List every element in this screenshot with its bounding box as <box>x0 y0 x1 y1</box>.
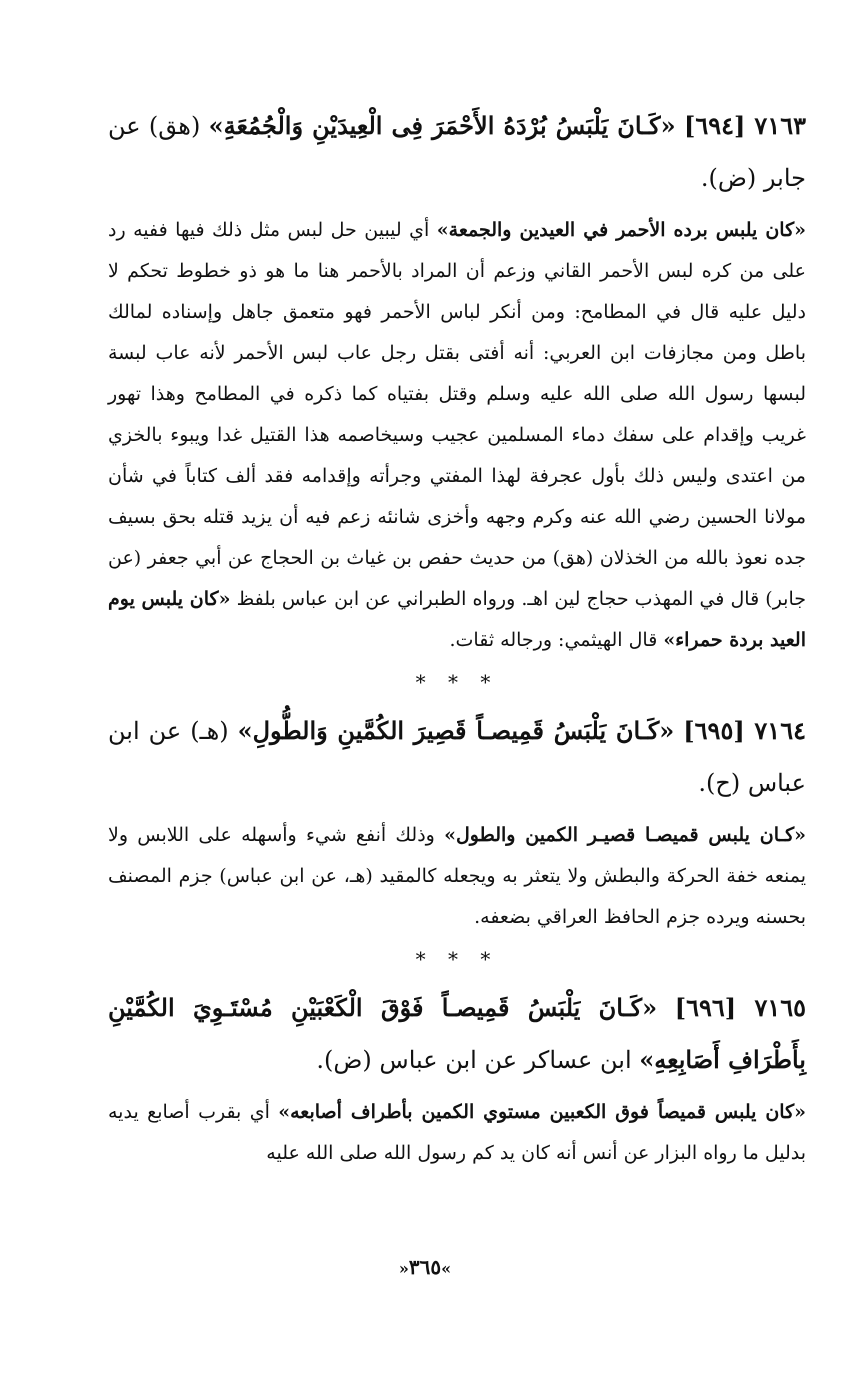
hadith-number: ٧١٦٤ [٦٩٥] <box>683 716 806 745</box>
commentary-quote: «كان يلبس يوم العيد بردة حمراء» <box>108 588 806 651</box>
section-separator: * * * <box>415 670 499 694</box>
hadith-entry <box>108 100 806 661</box>
hadith-heading <box>108 982 806 1086</box>
hadith-entry <box>108 705 806 938</box>
ornament-left-icon: « <box>398 1259 409 1278</box>
page-number: ٣٦٥ <box>408 1255 442 1279</box>
commentary-lead: «كان يلبس برده الأحمر في العيدين والجمعة» <box>436 219 806 241</box>
hadith-number: ٧١٦٣ [٦٩٤] <box>683 111 806 140</box>
commentary-lead: «كان يلبس قميصاً فوق الكعبين مستوي الكمين بأطراف أصابعه» <box>278 1101 806 1123</box>
commentary-lead: «كـان يلبس قميصـا قصيـر الكمين والطول» <box>444 824 806 846</box>
commentary <box>108 210 806 661</box>
commentary-body: وذلك أنفع شيء وأسهله على اللابس ولا يمنعه خفة الحركة والبطش ولا يتعثر به ويجعله كالمقيد (هـ، عن ابن عباس) جزم المصنف بحسنه ويرده جزم الحافظ العراقي بضعفه. <box>108 824 806 928</box>
hadith-entry <box>108 982 806 1174</box>
commentary-body: أي ليبين حل لبس مثل ذلك فيها ففيه رد على من كره لبس الأحمر القاني وزعم أن المراد بالأحمر هنا ما هو ذو خطوط تحكم لا دليل عليه قال في المطامح: ومن أنكر لباس الأحمر فهو متعمق جاهل وإسناده لمالك باطل ومن مجازفات ابن العربي: أنه أفتى بقتل رجل عاب لبس الأحمر لأنه عاب لبسة لبسها رسول الله صلى الله عليه وسلم وقتل بفتياه كما ذكره في المطامح وهذا تهور غريب وإقدام على سفك دماء المسلمين عجيب وسيخاصمه هذا القتيل غدا ويبوء بالخزي من اعتدى وليس ذلك بأول عجرفة لهذا المفتي وجرأته وإقدامه فقد ألف كتاباً في شأن مولانا الحسين رضي الله عنه وكرم وجهه وأخزى شانئه زعم فيه أن يزيد قتله بحق بسيف جده نعوذ بالله من الخذلان (هق) من حديث حفص بن غياث بن الحجاج عن أبي جعفر (عن جابر) قال في المهذب حجاج لين اهـ. ورواه الطبراني عن ابن عباس بلفظ <box>108 219 807 610</box>
hadith-number: ٧١٦٥ [٦٩٦] <box>674 993 806 1022</box>
hadith-source: (هـ) عن ابن عباس (ح). <box>108 717 806 797</box>
commentary-body: أي بقرب أصابع يديه بدليل ما رواه البزار عن أنس أنه كان يد كم رسول الله صلى الله عليه <box>108 1101 806 1164</box>
commentary <box>108 1092 806 1174</box>
ornament-right-icon: » <box>441 1259 452 1278</box>
hadith-heading <box>108 705 806 809</box>
commentary-tail: قال الهيثمي: ورجاله ثقات. <box>449 629 664 651</box>
hadith-source: (هق) عن جابر (ض). <box>108 112 806 192</box>
hadith-text: «كَـانَ يَلْبَسُ قَمِيصـاً قَصِيرَ الكُمَّينِ وَالطُّولِ» <box>237 716 675 745</box>
hadith-text: «كَـانَ يَلْبَسُ قَمِيصـاً فَوْقَ الْكَعْبَيْنِ مُسْتَـوِيَ الكُمَّيْنِ بِأَطْرَافِ أَصَابِعِهِ» <box>108 993 806 1074</box>
hadith-source: ابن عساكر عن ابن عباس (ض). <box>316 1046 632 1074</box>
page-footer <box>0 1255 850 1279</box>
section-separator: * * * <box>415 947 499 971</box>
page-body <box>108 100 806 1174</box>
hadith-text: «كَـانَ يَلْبَسُ بُرْدَهُ الأَحْمَرَ فِى الْعِيدَيْنِ وَالْجُمُعَةِ» <box>208 111 676 140</box>
hadith-heading <box>108 100 806 204</box>
commentary <box>108 815 806 938</box>
